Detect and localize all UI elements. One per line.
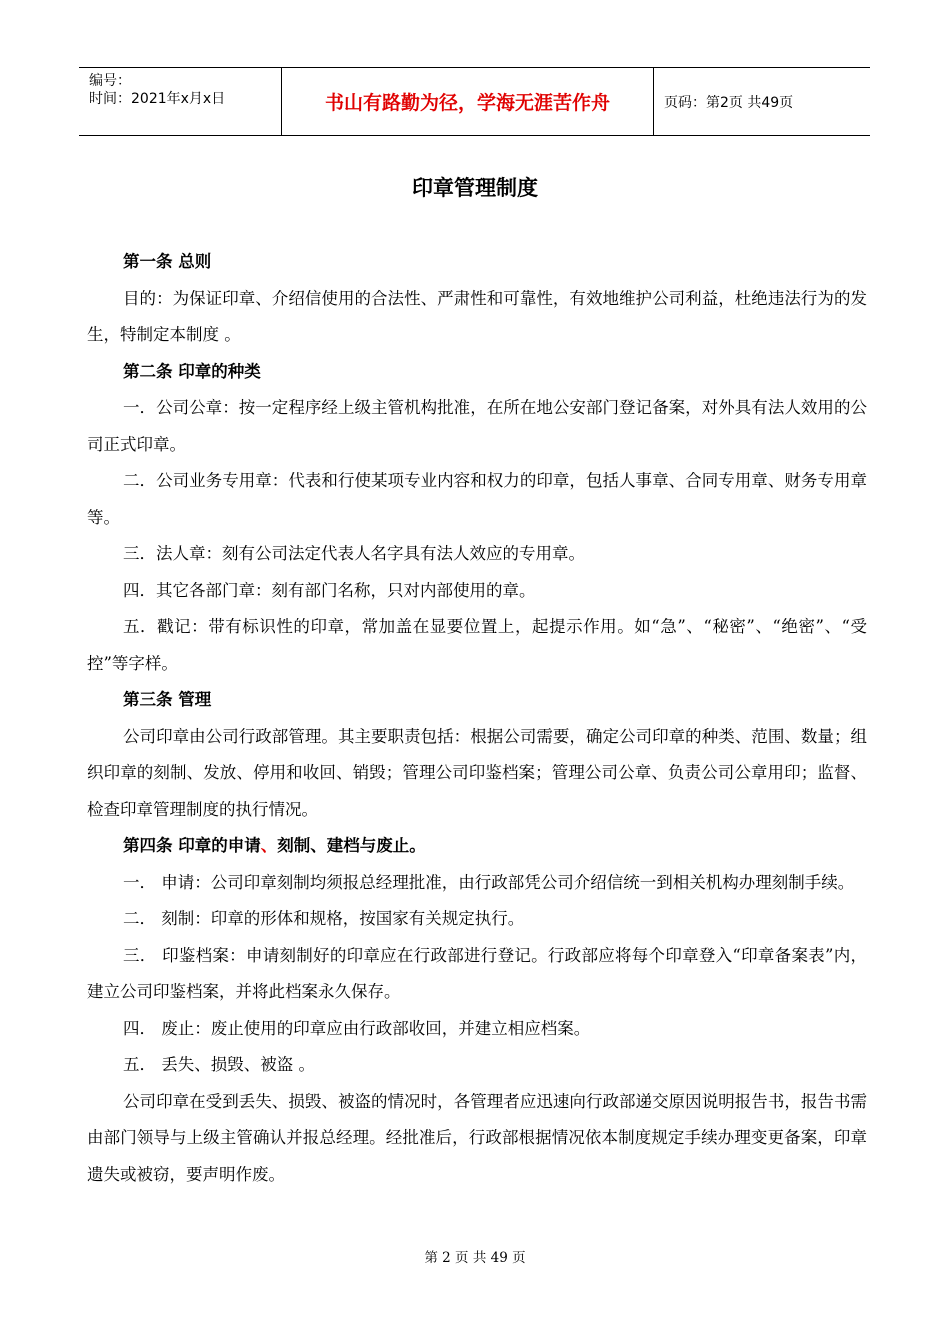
article-3-paragraph: 公司印章由公司行政部管理。其主要职责包括：根据公司需要，确定公司印章的种类、范围、数量；组织印章的刻制、发放、停用和收回、销毁；管理公司印鉴档案；管理公司公章、负责公司公章用印；监督、检查印章管理制度的执行情况。 <box>87 726 867 819</box>
date-line: 时间：2021年x月x日 <box>89 91 226 107</box>
article-2-heading: 第二条 印章的种类 <box>123 361 261 381</box>
header-motto: 书山有路勤为径，学海无涯苦作舟 <box>281 68 654 135</box>
article-4-item-4: 四． 废止：废止使用的印章应由行政部收回，并建立相应档案。 <box>123 1018 591 1038</box>
header-meta <box>79 68 281 135</box>
article-4-item-5: 五． 丢失、损毁、被盗 。 <box>123 1055 315 1074</box>
serial-number-label: 编号： <box>89 73 131 89</box>
article-2-item-3: 三．法人章：刻有公司法定代表人名字具有法人效应的专用章。 <box>123 544 585 563</box>
document-body <box>87 244 867 1193</box>
article-2-item-1: 一．公司公章：按一定程序经上级主管机构批准，在所在地公安部门登记备案，对外具有法人效用的公司正式印章。 <box>87 398 867 454</box>
article-4-item-2: 二． 刻制：印章的形体和规格，按国家有关规定执行。 <box>123 909 525 928</box>
article-4-item-5-detail: 公司印章在受到丢失、损毁、被盗的情况时，各管理者应迅速向行政部递交原因说明报告书，报告书需由部门领导与上级主管确认并报总经理。经批准后，行政部根据情况依本制度规定手续办理变更备案，印章遗失或被窃，要声明作废。 <box>87 1091 867 1184</box>
article-2-item-5: 五．戳记：带有标识性的印章，常加盖在显要位置上，起提示作用。如“急”、“秘密”、“绝密”、“受控”等字样。 <box>87 617 867 673</box>
article-2-item-4: 四．其它各部门章：刻有部门名称，只对内部使用的章。 <box>123 580 536 600</box>
header-page-info: 页码：第2页 共49页 <box>664 94 794 111</box>
article-2-item-2: 二．公司业务专用章：代表和行使某项专业内容和权力的印章，包括人事章、合同专用章、财务专用章等。 <box>87 471 867 527</box>
article-1-paragraph: 目的：为保证印章、介绍信使用的合法性、严肃性和可靠性，有效地维护公司利益，杜绝违法行为的发生，特制定本制度 。 <box>87 288 867 344</box>
article-4-item-1: 一． 申请：公司印章刻制均须报总经理批准，由行政部凭公司介绍信统一到相关机构办理刻制手续。 <box>123 872 855 892</box>
article-4-heading-separator: 、 <box>260 836 278 855</box>
article-4-heading <box>87 828 867 865</box>
page-footer: 第 2 页 共 49 页 <box>424 1250 526 1266</box>
article-4-heading-part-a: 第四条 印章的申请 <box>123 836 261 855</box>
article-4-item-3: 三． 印鉴档案：申请刻制好的印章应在行政部进行登记。行政部应将每个印章登入“印章备案表”内，建立公司印鉴档案，并将此档案永久保存。 <box>87 945 867 1001</box>
document-title: 印章管理制度 <box>412 176 538 200</box>
article-3-heading: 第三条 管理 <box>123 690 212 709</box>
article-4-heading-part-b: 刻制、建档与废止。 <box>277 836 426 855</box>
page-header <box>79 67 870 136</box>
article-1-heading: 第一条 总则 <box>123 252 212 271</box>
